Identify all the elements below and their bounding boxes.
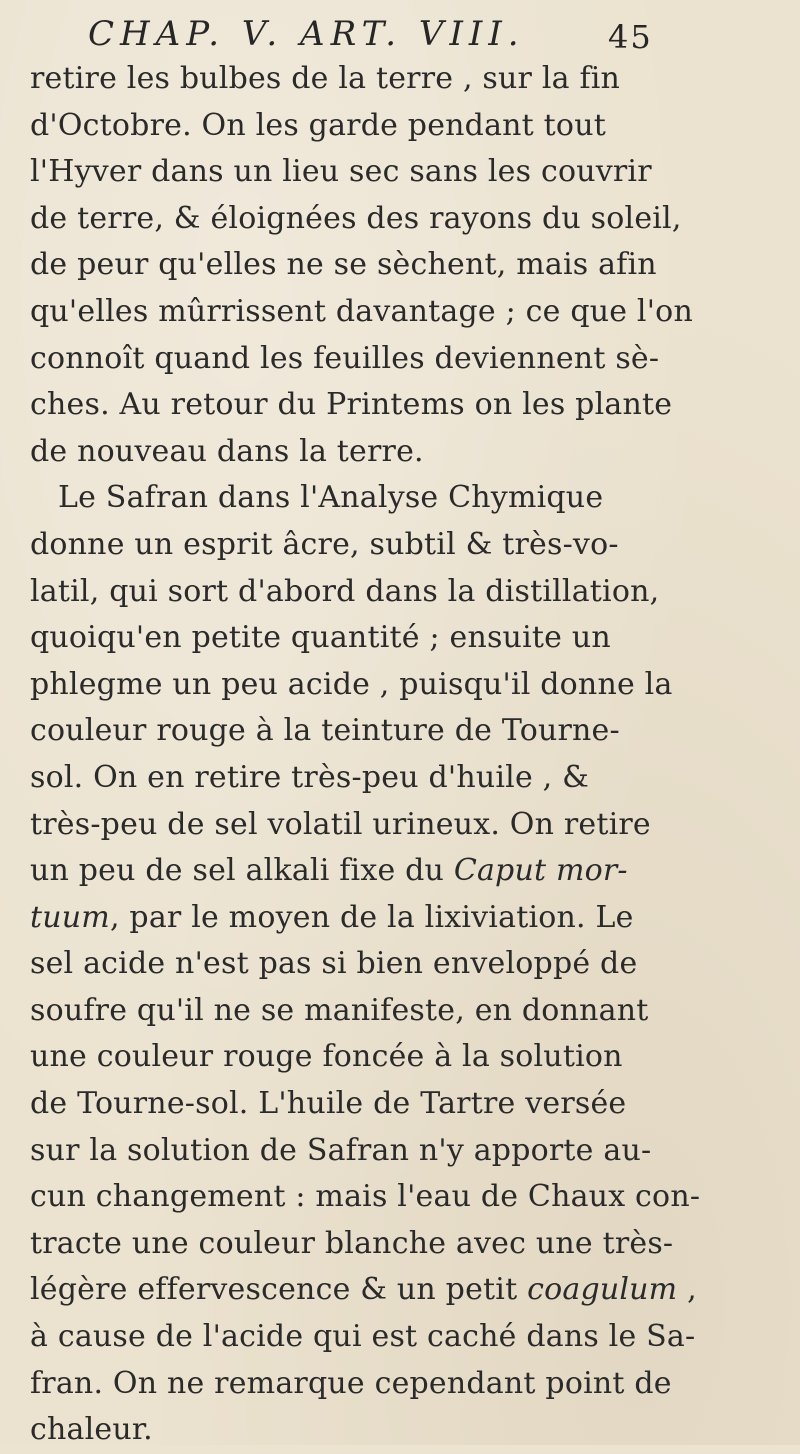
text-line: sur la solution de Safran n'y apporte au- (30, 1132, 652, 1168)
text-line: cun changement : mais l'eau de Chaux con- (30, 1179, 701, 1215)
text-segment: , (677, 1272, 697, 1308)
text-line: de Tourne-sol. L'huile de Tartre versée (30, 1086, 627, 1122)
text-line: soufre qu'il ne se manifeste, en donnant (30, 992, 649, 1028)
text-line: donne un esprit âcre, subtil & très-vo- (30, 526, 619, 562)
paragraph-start-line: Le Safran dans l'Analyse Chymique (58, 480, 604, 516)
text-line: une couleur rouge foncée à la solution (30, 1039, 623, 1075)
text-line: phlegme un peu acide , puisqu'il donne la (30, 666, 673, 702)
page-header (88, 6, 688, 62)
text-line: tracte une couleur blanche avec une très- (30, 1225, 674, 1261)
text-line: chaleur. (30, 1412, 153, 1448)
latin-term: Caput mor- (453, 853, 628, 889)
text-line: sol. On en retire très-peu d'huile , & (30, 759, 590, 795)
text-line (30, 1267, 766, 1314)
latin-term: coagulum (527, 1272, 678, 1308)
running-title: CHAP. V. ART. VIII. (88, 14, 525, 54)
text-line: de peur qu'elles ne se sèchent, mais afin (30, 247, 657, 283)
text-line: retire les bulbes de la terre , sur la fin (30, 61, 621, 96)
text-line (30, 848, 766, 895)
text-line: de terre, & éloignées des rayons du soleil, (30, 200, 682, 236)
text-line: l'Hyver dans un lieu sec sans les couvrir (30, 154, 652, 190)
text-line: très-peu de sel volatil urineux. On retire (30, 806, 651, 842)
text-line: ches. Au retour du Printems on les plante (30, 387, 673, 423)
text-line: quoiqu'en petite quantité ; ensuite un (30, 620, 611, 656)
text-line: couleur rouge à la teinture de Tourne- (30, 713, 620, 749)
text-line: de nouveau dans la terre. (30, 433, 424, 469)
body-text (30, 56, 766, 1454)
text-segment: légère effervescence & un petit (30, 1272, 528, 1308)
latin-term: tuum (30, 899, 110, 935)
text-line: d'Octobre. On les garde pendant tout (30, 107, 606, 143)
text-segment: , par le moyen de la lixiviation. Le (109, 899, 634, 935)
text-line (30, 895, 766, 942)
text-line: fran. On ne remarque cependant point de (30, 1365, 672, 1401)
text-segment: un peu de sel alkali fixe du (30, 853, 454, 889)
text-line: qu'elles mûrrissent davantage ; ce que l'on (30, 293, 693, 329)
text-line: à cause de l'acide qui est caché dans le Sa- (30, 1319, 696, 1355)
page-number: 45 (608, 18, 653, 56)
text-line: connoît quand les feuilles deviennent sè- (30, 340, 660, 376)
text-line: latil, qui sort d'abord dans la distillation, (30, 573, 660, 609)
text-line: sel acide n'est pas si bien enveloppé de (30, 946, 638, 982)
